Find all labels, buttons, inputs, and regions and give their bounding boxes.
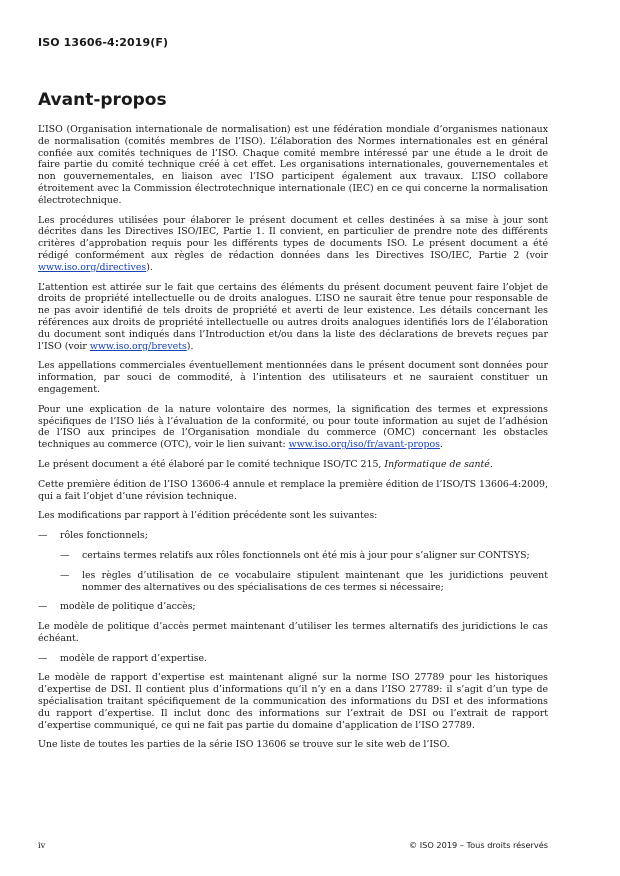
- list-item: [38, 530, 548, 542]
- paragraph-text: Les procédures utilisées pour élaborer le présent document et celles destinées à sa mise à jour sont décrites dans les Directives ISO/IEC, Partie 1. Il convient, en particulier de prendre note des différents critères d’approbation requis pour les différents types de documents ISO. Le présent document a été rédigé conformément aux règles de rédaction données dans les Directives ISO/IEC, Partie 2 (voir: [38, 214, 548, 261]
- paragraph-patents: [38, 282, 548, 353]
- paragraph-voluntary-nature: [38, 404, 548, 451]
- list-item-description: Le modèle de rapport d’expertise est maintenant aligné sur la norme ISO 27789 pour les historiques d’expertise de DSI. Il contient plus d’informations qu’il n’y en a dans l’ISO 27789: il s’agit d’un type de spécialisation traitant spécifiquement de la communication des informations du DSI et des informations du rapport d’expertise. Il inclut donc des informations sur l’extrait de DSI ou l’extrait de rapport d’expertise communiqué, ce qui ne fait pas partie du domaine d’application de l’ISO 27789.: [38, 672, 548, 731]
- list-subitem-text: les règles d’utilisation de ce vocabulaire stipulent maintenant que les juridictions peuvent nommer des alternatives ou des spécialisations de ces termes si nécessaire;: [82, 569, 548, 593]
- list-item-text: rôles fonctionnels;: [60, 530, 148, 542]
- list-item-text: modèle de rapport d’expertise.: [60, 652, 208, 664]
- paragraph-edition: Cette première édition de l’ISO 13606-4 annule et remplace la première édition de l’ISO/TS 13606-4:2009, qui a fait l’objet d’une révision technique.: [38, 478, 548, 502]
- foreword-body: [38, 124, 548, 759]
- patents-link[interactable]: www.iso.org/brevets: [89, 340, 187, 352]
- paragraph-iso-intro: L’ISO (Organisation internationale de normalisation) est une fédération mondiale d’organismes nationaux de normalisation (comités membres de l’ISO). L’élaboration des Normes internationales est en général confiée aux comités techniques de l’ISO. Chaque comité membre intéressé par une étude a le droit de faire partie du comité technique créé à cet effet. Les organisations internationales, gouvernementales et non gouvernementales, en liaison avec l’ISO participent également aux travaux. L’ISO collabore étroitement avec la Commission électrotechnique internationale (IEC) en ce qui concerne la normalisation électrotechnique.: [38, 124, 548, 206]
- paragraph-text-end: .: [439, 439, 443, 451]
- list-subitem: [60, 570, 548, 594]
- page-number: iv: [38, 840, 46, 850]
- list-subitem: [60, 550, 548, 562]
- copyright-notice: © ISO 2019 – Tous droits réservés: [408, 840, 548, 850]
- paragraph-text-end: .: [489, 458, 493, 470]
- paragraph-procedures: [38, 215, 548, 274]
- dash-marker: —: [60, 569, 70, 581]
- paragraph-text-end: ).: [146, 261, 153, 273]
- list-item: [38, 653, 548, 665]
- document-id-header: ISO 13606-4:2019(F): [38, 36, 169, 49]
- list-item-text: modèle de politique d’accès;: [60, 601, 196, 613]
- page-footer: [38, 840, 548, 850]
- paragraph-committee: [38, 459, 548, 471]
- paragraph-text: Le présent document a été élaboré par le comité technique ISO/TC 215,: [38, 458, 385, 470]
- list-item: [38, 601, 548, 613]
- directives-link[interactable]: www.iso.org/directives: [38, 261, 147, 273]
- dash-marker: —: [38, 601, 48, 613]
- paragraph-changes-intro: Les modifications par rapport à l’édition précédente sont les suivantes:: [38, 510, 378, 522]
- page-title: Avant-propos: [38, 90, 167, 110]
- committee-name: Informatique de santé: [384, 458, 490, 470]
- dash-marker: —: [60, 549, 70, 561]
- foreword-link[interactable]: www.iso.org/iso/fr/avant-propos: [288, 439, 440, 451]
- paragraph-text: Pour une explication de la nature volontaire des normes, la signification des termes et expressions spécifiques de l’ISO liés à l’évaluation de la conformité, ou pour toute information au sujet de l’adhésion de l’ISO aux principes de l’Organisation mondiale du commerce (OMC) concernant les obstacles techniques au commerce (OTC), voir le lien suivant:: [38, 403, 548, 451]
- paragraph-trade-names: Les appellations commerciales éventuellement mentionnées dans le présent document sont données pour information, par souci de commodité, à l’intention des utilisateurs et ne sauraient constituer un engagement.: [38, 360, 548, 395]
- paragraph-text-end: ).: [186, 340, 194, 352]
- list-subitem-text: certains termes relatifs aux rôles fonctionnels ont été mis à jour pour s’aligner sur CONTSYS;: [82, 549, 530, 561]
- dash-marker: —: [38, 530, 48, 542]
- dash-marker: —: [38, 652, 48, 664]
- list-item-description: Le modèle de politique d’accès permet maintenant d’utiliser les termes alternatifs des juridictions le cas échéant.: [38, 621, 548, 644]
- paragraph-series-parts: Une liste de toutes les parties de la série ISO 13606 se trouve sur le site web de l’ISO.: [38, 739, 450, 751]
- paragraph-text: L’attention est attirée sur le fait que certains des éléments du présent document peuvent faire l’objet de droits de propriété intellectuelle ou de droits analogues. L’ISO ne saurait être tenue pour responsable de ne pas avoir identifié de tels droits de propriété et averti de leur existence. Les détails concernant les références aux droits de propriété intellectuelle ou autres droits analogues identifiés lors de l’élaboration du document sont indiqués dans l’Introduction et/ou dans la liste des déclarations de brevets reçues par l’ISO (voir: [38, 281, 548, 352]
